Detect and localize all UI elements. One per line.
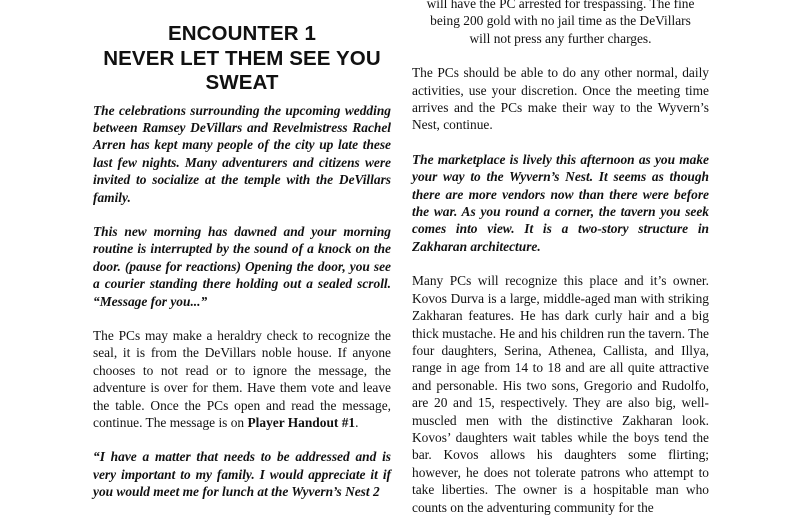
dm-text-heraldry-end: . <box>355 415 359 430</box>
dm-text-activities: The PCs should be able to do any other normal, daily activities, use your discretion. Once the meeting time arrives and the PCs make their way to the Wyvern’s Nest, continue. <box>412 65 709 133</box>
dm-text-kovos: Many PCs will recognize this place and it’s owner. Kovos Durva is a large, middle-aged man with striking Zakharan features. He has dark curly hair and a big thick mustache. He and his children run the tavern. The four daughters, Serina, Athenea, Callista, and Illya, range in age from 14 to 18 and are all quite attractive and personable. His two sons, Gregorio and Rudolfo, are 20 and 15, respectively. They are also big, well-muscled men with the distinctive Zakharan look. Kovos’ daughters wait tables while the boys tend the bar. Kovos allows his daughters some flirting; however, he does not tolerate patrons who attempt to take liberties. The owner is a hospitable man who counts on the adventuring community for the <box>412 273 709 515</box>
handout-quote: “I have a matter that needs to be addressed and is very important to my family. I would appreciate it if you would meet me for lunch at the Wyvern’s Nest 2 <box>93 449 391 500</box>
boxed-text-morning: This new morning has dawned and your morning routine is interrupted by the sound of a knock on the door. (pause for reactions) Opening the door, you see a courier standing there holding out a sealed scroll. “Message for you...” <box>93 223 391 309</box>
dm-text-heraldry-main: The PCs may make a heraldry check to recognize the seal, it is from the DeVillars noble house. If anyone chooses to not read or to ignore the message, the adventure is over for them. Have them vote and leave the table. Once the PCs open and read the message, continue. The message is on <box>93 327 391 430</box>
title-line: NEVER LET THEM SEE YOU <box>103 46 381 70</box>
player-handout-ref: Player Handout #1 <box>247 415 356 430</box>
title-line: ENCOUNTER 1 <box>167 22 317 45</box>
encounter-title <box>93 22 391 96</box>
continuation-line: being 200 gold with no jail time as the DeVillars <box>430 13 691 29</box>
boxed-text-celebrations: The celebrations surrounding the upcoming wedding between Ramsey DeVillars and Revelmistress Rachel Arren has kept many people of the city up late these last few nights. Many adventurers and citizens were invited to socialize at the temple with the DeVillars family. <box>93 102 391 205</box>
left-column <box>93 0 391 501</box>
dm-text-heraldry <box>93 327 391 431</box>
boxed-text-marketplace: The marketplace is lively this afternoon as you make your way to the Wyvern’s Nest. It seems as though there are more vendors now than there were before the war. As you round a corner, the tavern you seek comes into view. It is a two-story structure in Zakharan architecture. <box>412 151 709 254</box>
continuation-line: will not press any further charges. <box>469 30 652 46</box>
title-line: SWEAT <box>205 71 279 94</box>
continuation-line: will have the PC arrested for trespassing. The fine <box>426 0 695 11</box>
right-column <box>412 0 709 516</box>
